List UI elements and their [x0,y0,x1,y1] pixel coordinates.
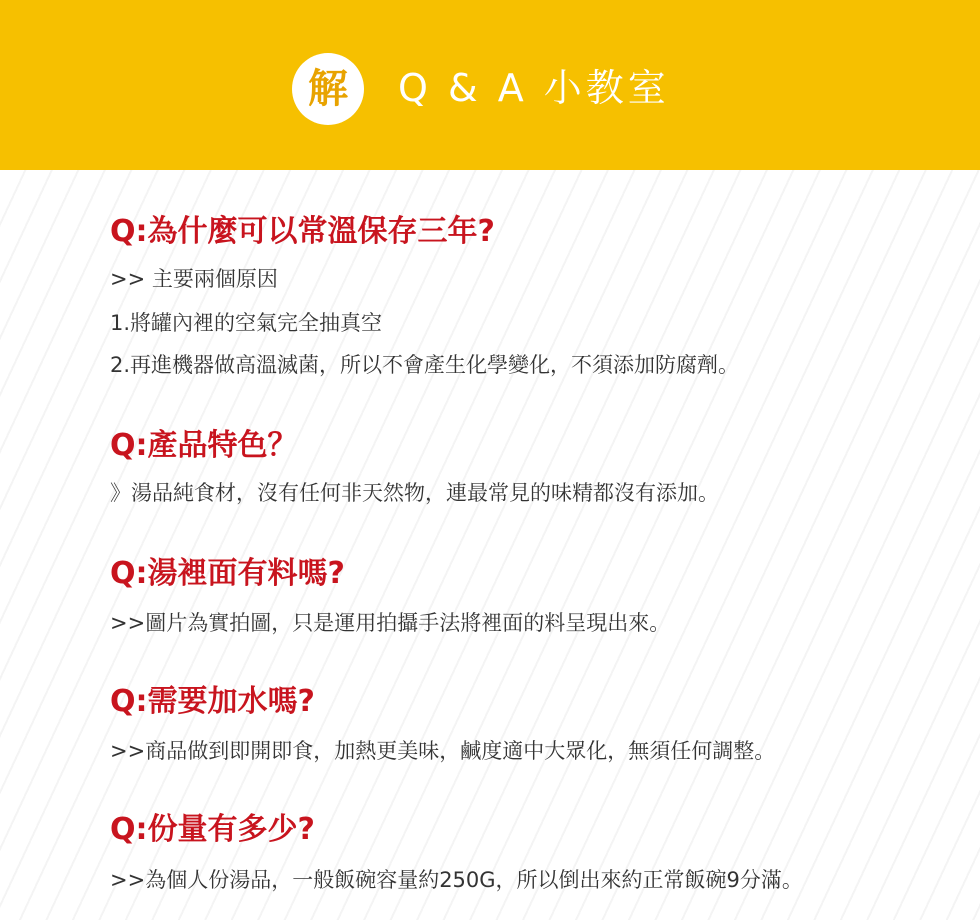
page-title: Q & A 小教室 [398,66,670,110]
header-banner [0,0,980,170]
solution-badge: 解 [292,53,364,125]
answer-3-line-1: >>圖片為實拍圖，只是運用拍攝手法將裡面的料呈現出來。 [110,611,671,635]
answer-2-line-1: 》湯品純食材，沒有任何非天然物，連最常見的味精都沒有添加。 [110,481,719,505]
answer-5-line-1: >>為個人份湯品，一般飯碗容量約250G，所以倒出來約正常飯碗9分滿。 [110,868,803,892]
answer-1-line-3: 2.再進機器做高溫滅菌，所以不會產生化學變化，不須添加防腐劑。 [110,353,740,377]
question-1: Q:為什麼可以常溫保存三年? [110,214,495,249]
answer-1-line-1: >> 主要兩個原因 [110,267,278,291]
question-5: Q:份量有多少? [110,812,315,847]
qa-content [0,170,980,920]
answer-1-line-2: 1.將罐內裡的空氣完全抽真空 [110,311,383,335]
question-3: Q:湯裡面有料嗎? [110,556,345,591]
answer-4-line-1: >>商品做到即開即食，加熱更美味，鹹度適中大眾化，無須任何調整。 [110,739,776,763]
question-4: Q:需要加水嗎? [110,684,315,719]
question-2: Q:產品特色？ [110,428,298,463]
